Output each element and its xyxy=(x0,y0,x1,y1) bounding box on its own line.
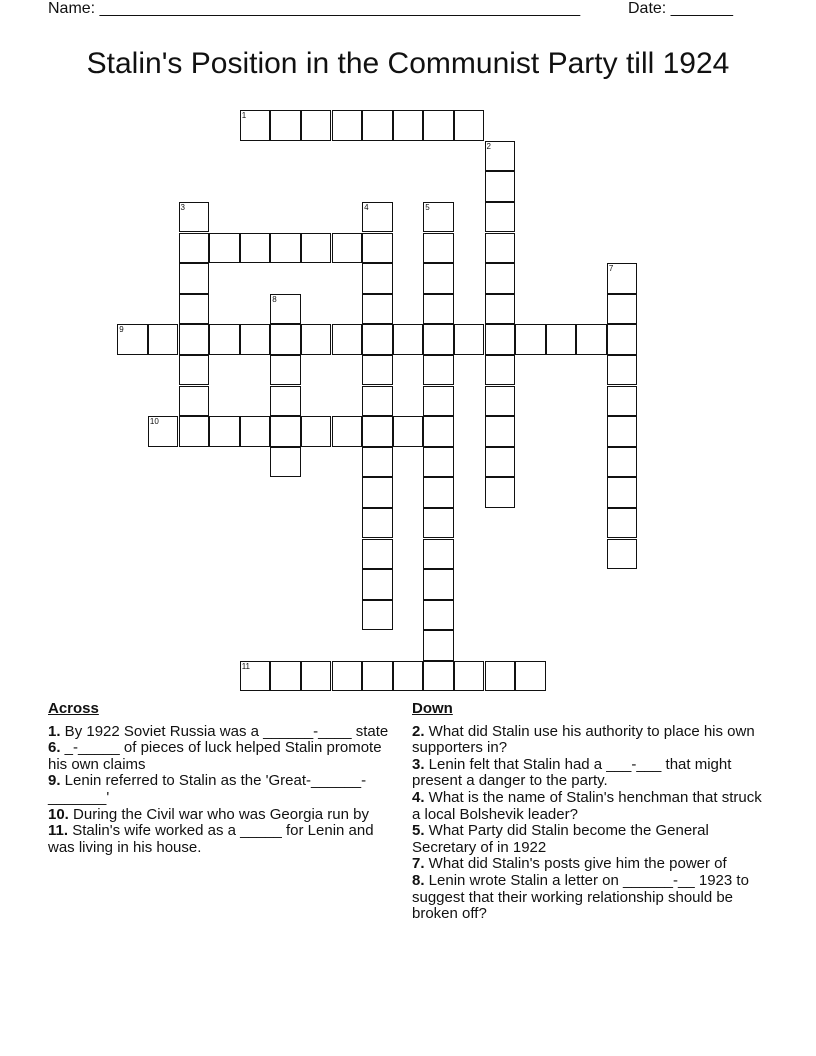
crossword-cell[interactable] xyxy=(301,110,332,141)
crossword-cell[interactable] xyxy=(607,447,638,478)
crossword-cell[interactable] xyxy=(362,600,393,631)
page-title: Stalin's Position in the Communist Party till 1924 xyxy=(86,47,730,80)
crossword-cell[interactable] xyxy=(362,294,393,325)
crossword-cell[interactable] xyxy=(209,416,240,447)
crossword-cell[interactable] xyxy=(423,661,454,692)
clue-text: _-_____ of pieces of luck helped Stalin promote his own claims xyxy=(48,739,382,773)
crossword-cell[interactable] xyxy=(485,263,516,294)
crossword-cell[interactable] xyxy=(423,324,454,355)
crossword-cell[interactable] xyxy=(362,508,393,539)
crossword-cell[interactable] xyxy=(607,294,638,325)
crossword-cell[interactable] xyxy=(362,202,393,233)
across-clues xyxy=(48,701,393,856)
crossword-cell[interactable] xyxy=(362,355,393,386)
crossword-cell[interactable] xyxy=(485,294,516,325)
crossword-cell[interactable] xyxy=(423,202,454,233)
clue-text: Lenin referred to Stalin as the 'Great-______-_______' xyxy=(48,772,367,806)
cell-number: 5 xyxy=(425,202,430,212)
crossword-cell[interactable] xyxy=(607,263,638,294)
crossword-cell[interactable] xyxy=(362,110,393,141)
clue-text: What Party did Stalin become the General Secretary of in 1922 xyxy=(412,822,709,856)
crossword-cell[interactable] xyxy=(362,539,393,570)
crossword-cell[interactable] xyxy=(179,202,210,233)
clue-text: By 1922 Soviet Russia was a ______-____ state xyxy=(60,722,389,740)
crossword-cell[interactable] xyxy=(179,294,210,325)
date-field-label: Date: _______ xyxy=(628,0,733,17)
crossword-cell[interactable] xyxy=(301,661,332,692)
clue-across-11 xyxy=(48,823,393,856)
cell-number: 8 xyxy=(272,294,277,304)
clue-across-1 xyxy=(48,724,393,741)
down-clue-list xyxy=(412,724,768,923)
crossword-cell[interactable] xyxy=(485,171,516,202)
clue-number: 11. xyxy=(48,822,69,840)
crossword-cell[interactable] xyxy=(485,141,516,172)
crossword-cell[interactable] xyxy=(362,416,393,447)
crossword-cell[interactable] xyxy=(423,508,454,539)
crossword-cell[interactable] xyxy=(332,416,363,447)
crossword-cell[interactable] xyxy=(546,324,577,355)
crossword-cell[interactable] xyxy=(454,324,485,355)
clue-number: 2. xyxy=(412,722,425,740)
crossword-cell[interactable] xyxy=(423,110,454,141)
crossword-cell[interactable] xyxy=(485,355,516,386)
crossword-cell[interactable] xyxy=(362,233,393,264)
crossword-cell[interactable] xyxy=(607,324,638,355)
crossword-cell[interactable] xyxy=(485,661,516,692)
crossword-cell[interactable] xyxy=(117,324,148,355)
crossword-cell[interactable] xyxy=(179,263,210,294)
crossword-cell[interactable] xyxy=(485,386,516,417)
clue-text: Lenin wrote Stalin a letter on ______-__ 1923 to suggest that their working relationship should be broken off? xyxy=(412,871,749,923)
crossword-cell[interactable] xyxy=(607,386,638,417)
down-clues xyxy=(412,701,768,923)
crossword-cell[interactable] xyxy=(179,233,210,264)
crossword-cell[interactable] xyxy=(485,447,516,478)
cell-number: 11 xyxy=(241,661,250,671)
crossword-cell[interactable] xyxy=(209,324,240,355)
crossword-cell[interactable] xyxy=(423,447,454,478)
clue-text: What is the name of Stalin's henchman that struck a local Bolshevik leader? xyxy=(412,788,762,823)
crossword-cell[interactable] xyxy=(423,263,454,294)
crossword-cell[interactable] xyxy=(270,386,301,417)
crossword-cell[interactable] xyxy=(393,416,424,447)
cell-number: 1 xyxy=(241,111,247,121)
crossword-cell[interactable] xyxy=(423,416,454,447)
crossword-cell[interactable] xyxy=(270,233,301,264)
crossword-cell[interactable] xyxy=(240,416,271,447)
down-heading: Down xyxy=(412,700,453,717)
crossword-cell[interactable] xyxy=(332,233,363,264)
clue-text: Stalin's wife worked as a _____ for Lenin and was living in his house. xyxy=(48,822,374,856)
clue-number: 3. xyxy=(412,755,425,773)
crossword-cell[interactable] xyxy=(301,324,332,355)
crossword-cell[interactable] xyxy=(301,416,332,447)
clue-number: 6. xyxy=(48,739,61,757)
crossword-cell[interactable] xyxy=(270,294,301,325)
clue-number: 7. xyxy=(412,855,425,873)
crossword-cell[interactable] xyxy=(270,416,301,447)
cell-number: 2 xyxy=(486,141,491,151)
clue-across-6 xyxy=(48,740,393,773)
crossword-cell[interactable] xyxy=(332,110,363,141)
clue-text: During the Civil war who was Georgia run by xyxy=(68,805,369,823)
name-field-label: Name: ______________________________________________________ xyxy=(48,0,581,17)
clue-down-7 xyxy=(412,856,768,873)
crossword-cell[interactable] xyxy=(607,477,638,508)
clue-down-4 xyxy=(412,790,768,823)
crossword-cell[interactable] xyxy=(148,416,179,447)
crossword-cell[interactable] xyxy=(423,630,454,661)
crossword-cell[interactable] xyxy=(515,661,546,692)
across-clue-list xyxy=(48,724,393,857)
clue-number: 8. xyxy=(412,871,425,889)
crossword-cell[interactable] xyxy=(270,355,301,386)
crossword-cell[interactable] xyxy=(485,416,516,447)
clue-number: 4. xyxy=(412,788,425,806)
crossword-cell[interactable] xyxy=(179,324,210,355)
crossword-cell[interactable] xyxy=(423,355,454,386)
crossword-cell[interactable] xyxy=(179,355,210,386)
crossword-cell[interactable] xyxy=(270,661,301,692)
clue-number: 10. xyxy=(48,805,69,823)
cell-number: 7 xyxy=(608,264,614,274)
crossword-cell[interactable] xyxy=(515,324,546,355)
crossword-cell[interactable] xyxy=(485,233,516,264)
crossword-cell[interactable] xyxy=(301,233,332,264)
crossword-cell[interactable] xyxy=(607,355,638,386)
clue-down-5 xyxy=(412,823,768,856)
crossword-cell[interactable] xyxy=(362,447,393,478)
crossword-cell[interactable] xyxy=(485,477,516,508)
crossword-cell[interactable] xyxy=(423,294,454,325)
crossword-cell[interactable] xyxy=(270,324,301,355)
crossword-cell[interactable] xyxy=(179,386,210,417)
crossword-cell[interactable] xyxy=(270,447,301,478)
clue-text: Lenin felt that Stalin had a ___-___ that might present a danger to the party. xyxy=(412,755,732,790)
crossword-cell[interactable] xyxy=(240,233,271,264)
crossword-cell[interactable] xyxy=(362,661,393,692)
clue-across-10 xyxy=(48,807,393,824)
cell-number: 9 xyxy=(119,325,124,335)
crossword-cell[interactable] xyxy=(423,569,454,600)
crossword-cell[interactable] xyxy=(270,110,301,141)
crossword-cell[interactable] xyxy=(423,477,454,508)
clue-number: 9. xyxy=(48,772,61,790)
clue-down-3 xyxy=(412,757,768,790)
crossword-cell[interactable] xyxy=(485,202,516,233)
cell-number: 4 xyxy=(364,202,369,212)
crossword-cell[interactable] xyxy=(332,324,363,355)
crossword-cell[interactable] xyxy=(607,416,638,447)
cell-number: 10 xyxy=(149,417,159,427)
crossword-cell[interactable] xyxy=(148,324,179,355)
crossword-cell[interactable] xyxy=(209,233,240,264)
clue-number: 1. xyxy=(48,722,61,740)
clue-across-9 xyxy=(48,773,393,806)
crossword-cell[interactable] xyxy=(423,233,454,264)
crossword-cell[interactable] xyxy=(362,263,393,294)
crossword-cell[interactable] xyxy=(423,600,454,631)
crossword-cell[interactable] xyxy=(423,386,454,417)
crossword-cell[interactable] xyxy=(454,661,485,692)
crossword-cell[interactable] xyxy=(332,661,363,692)
crossword-cell[interactable] xyxy=(393,661,424,692)
clue-text: What did Stalin use his authority to place his own supporters in? xyxy=(412,722,755,757)
crossword-cell[interactable] xyxy=(423,539,454,570)
crossword-cell[interactable] xyxy=(576,324,607,355)
crossword-cell[interactable] xyxy=(454,110,485,141)
crossword-cell[interactable] xyxy=(362,477,393,508)
clue-down-2 xyxy=(412,724,768,757)
crossword-cell[interactable] xyxy=(362,569,393,600)
crossword-cell[interactable] xyxy=(485,324,516,355)
crossword-cell[interactable] xyxy=(240,324,271,355)
crossword-cell[interactable] xyxy=(393,324,424,355)
cell-number: 3 xyxy=(180,202,185,212)
crossword-cell[interactable] xyxy=(179,416,210,447)
crossword-cell[interactable] xyxy=(240,110,271,141)
clue-down-8 xyxy=(412,873,768,923)
across-heading: Across xyxy=(48,700,99,717)
crossword-cell[interactable] xyxy=(362,324,393,355)
crossword-cell[interactable] xyxy=(607,508,638,539)
crossword-cell[interactable] xyxy=(393,110,424,141)
clue-number: 5. xyxy=(412,822,425,840)
crossword-cell[interactable] xyxy=(607,539,638,570)
crossword-cell[interactable] xyxy=(240,661,271,692)
crossword-cell[interactable] xyxy=(362,386,393,417)
clue-text: What did Stalin's posts give him the power of xyxy=(424,855,727,873)
